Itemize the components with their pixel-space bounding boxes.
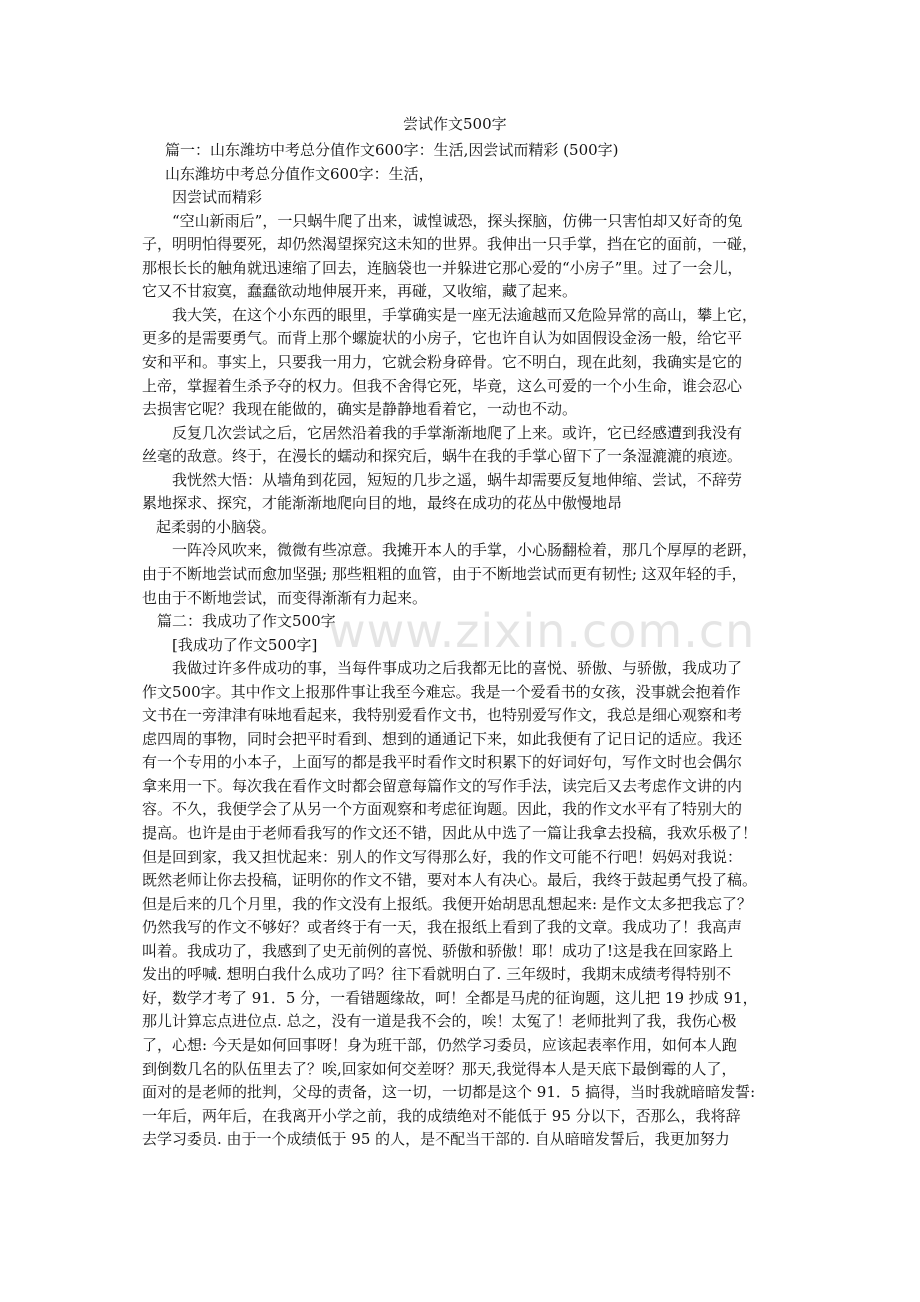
text-line: 发出的呼喊. 想明白我什么成功了吗？往下看就明白了. 三年级时，我期末成绩考得特别不 [142, 965, 732, 984]
text-line: “空山新雨后”，一只蜗牛爬了出来，诚惶诚恐，探头探脑，仿佛一只害怕却又好奇的兔 [172, 211, 743, 230]
text-line: 那根长长的触角就迅速缩了回去，连脑袋也一并躲进它那心爱的“小房子”里。过了一会儿， [142, 258, 743, 277]
text-line: 容。不久，我便学会了从另一个方面观察和考虑征询题。因此，我的作文水平有了特别大的 [142, 800, 743, 819]
text-line: 仍然我写的作文不够好？或者终于有一天，我在报纸上看到了我的文章。我成功了！我高声 [142, 918, 743, 937]
text-line: 作文500字。其中作文上报那件事让我至今难忘。我是一个爱看书的女孩，没事就会抱着作 [142, 682, 741, 701]
text-line: 文书在一旁津津有味地看起来，我特别爱看作文书，也特别爱写作文，我总是细心观察和考 [142, 706, 743, 725]
text-line: 更多的是需要勇气。而背上那个螺旋状的小房子，它也许自认为如固假设金汤一般，给它平 [142, 329, 743, 348]
text-line: 安和平和。事实上，只要我一用力，它就会粉身碎骨。它不明白，现在此刻，我确实是它的 [142, 353, 743, 371]
text-line: 子，明明怕得要死，却仍然渴望探究这未知的世界。我伸出一只手掌，挡在它的面前，一碰， [142, 235, 758, 254]
text-line: 篇一：山东潍坊中考总分值作文600字：生活,因尝试而精彩 (500字) [165, 141, 619, 159]
text-line: 累地探求、探究，才能渐渐地爬向目的地，最终在成功的花丛中傲慢地昂 [142, 494, 623, 513]
text-line: 既然老师让你去投稿，证明你的作文不错，要对本人有决心。最后，我终于鼓起勇气投了稿。 [142, 871, 758, 890]
text-line: 一年后，两年后，在我离开小学之前，我的成绩绝对不能低于 95 分以下，否那么，我将辞 [142, 1106, 741, 1125]
text-line: 面对的是老师的批判，父母的责备，这一切，一切都是这个 91．5 搞得，当时我就暗暗发誓: [142, 1083, 756, 1101]
text-line: 反复几次尝试之后，它居然沿着我的手掌渐渐地爬了上来。或许，它已经感遭到我没有 [172, 423, 743, 442]
text-line: 叫着。我成功了，我感到了史无前例的喜悦、骄傲和骄傲！耶！成功了!这是我在回家路上 [142, 941, 734, 960]
text-line: 我做过许多件成功的事，当每件事成功之后我都无比的喜悦、骄傲、与骄傲，我成功了 [172, 659, 743, 678]
text-line: 它又不甘寂寞，蠢蠢欲动地伸展开来，再碰，又收缩，藏了起来。 [142, 282, 578, 301]
document-title: 尝试作文500字 [403, 115, 507, 133]
text-line: 由于不断地尝试而愈加坚强; 那些粗粗的血管，由于不断地尝试而更有韧性; 这双年轻的手， [142, 564, 747, 583]
text-line: 篇二：我成功了作文500字 [157, 612, 336, 630]
text-line: 有一个专用的小本子，上面写的都是我平时看作文时积累下的好词好句，写作文时也会偶尔 [142, 753, 743, 772]
text-line: 去学习委员. 由于一个成绩低于 95 的人，是不配当干部的. 自从暗暗发誓后，我更加努力 [142, 1130, 730, 1149]
text-line: 我大笑，在这个小东西的眼里，手掌确实是一座无法逾越而又危险异常的高山，攀上它， [172, 305, 758, 324]
text-line: 提高。也许是由于老师看我写的作文还不错，因此从中选了一篇让我拿去投稿，我欢乐极了！ [142, 824, 758, 842]
text-line: 也由于不断地尝试，而变得渐渐有力起来。 [142, 588, 428, 607]
watermark: www.zixin.com.cn [328, 604, 756, 658]
text-line: 因尝试而精彩 [172, 188, 263, 207]
text-line: 了，心想: 今天是如何回事呀！身为班干部，仍然学习委员，应该起表率作用，如何本人跑 [142, 1035, 737, 1054]
text-line: 一阵冷风吹来，微微有些凉意。我摊开本人的手掌，小心肠翻检着，那几个厚厚的老趼， [172, 541, 758, 560]
text-line: 但是回到家，我又担忧起来：别人的作文写得那么好，我的作文可能不行吧！妈妈对我说： [142, 847, 743, 866]
text-line: 但是后来的几个月里，我的作文没有上报纸。我便开始胡思乱想起来: 是作文太多把我忘了？ [142, 894, 752, 913]
text-line: 山东潍坊中考总分值作文600字：生活， [165, 164, 434, 183]
text-line: 去损害它呢？我现在能做的，确实是静静地看着它，一动也不动。 [142, 400, 578, 419]
text-line: 起柔弱的小脑袋。 [156, 517, 277, 536]
text-line: [我成功了作文500字] [172, 635, 318, 654]
text-line: 好，数学才考了 91．5 分，一看错题缘故，呵！全都是马虎的征询题，这儿把 19 抄成 91， [142, 988, 758, 1007]
text-line: 到倒数几名的队伍里去了？唉,回家如何交差呀？那天,我觉得本人是天底下最倒霉的人了， [142, 1059, 737, 1078]
text-line: 上帝，掌握着生杀予夺的权力。但我不舍得它死，毕竟，这么可爱的一个小生命，谁会忍心 [142, 376, 743, 395]
text-line: 虑四周的事物，同时会把平时看到、想到的通通记下来，如此我便有了记日记的适应。我还 [142, 729, 743, 748]
text-line: 丝毫的敌意。终于，在漫长的蠕动和探究后，蜗牛在我的手掌心留下了一条湿漉漉的痕迹。 [142, 447, 743, 466]
text-line: 我恍然大悟：从墙角到花园，短短的几步之遥，蜗牛却需要反复地伸缩、尝试，不辞劳 [172, 470, 743, 489]
text-line: 拿来用一下。每次我在看作文时都会留意每篇作文的写作手法，读完后又去考虑作文讲的内 [142, 776, 743, 795]
text-line: 那儿计算忘点进位点. 总之，没有一道是我不会的，唉！太冤了！老师批判了我，我伤心极 [142, 1012, 737, 1031]
